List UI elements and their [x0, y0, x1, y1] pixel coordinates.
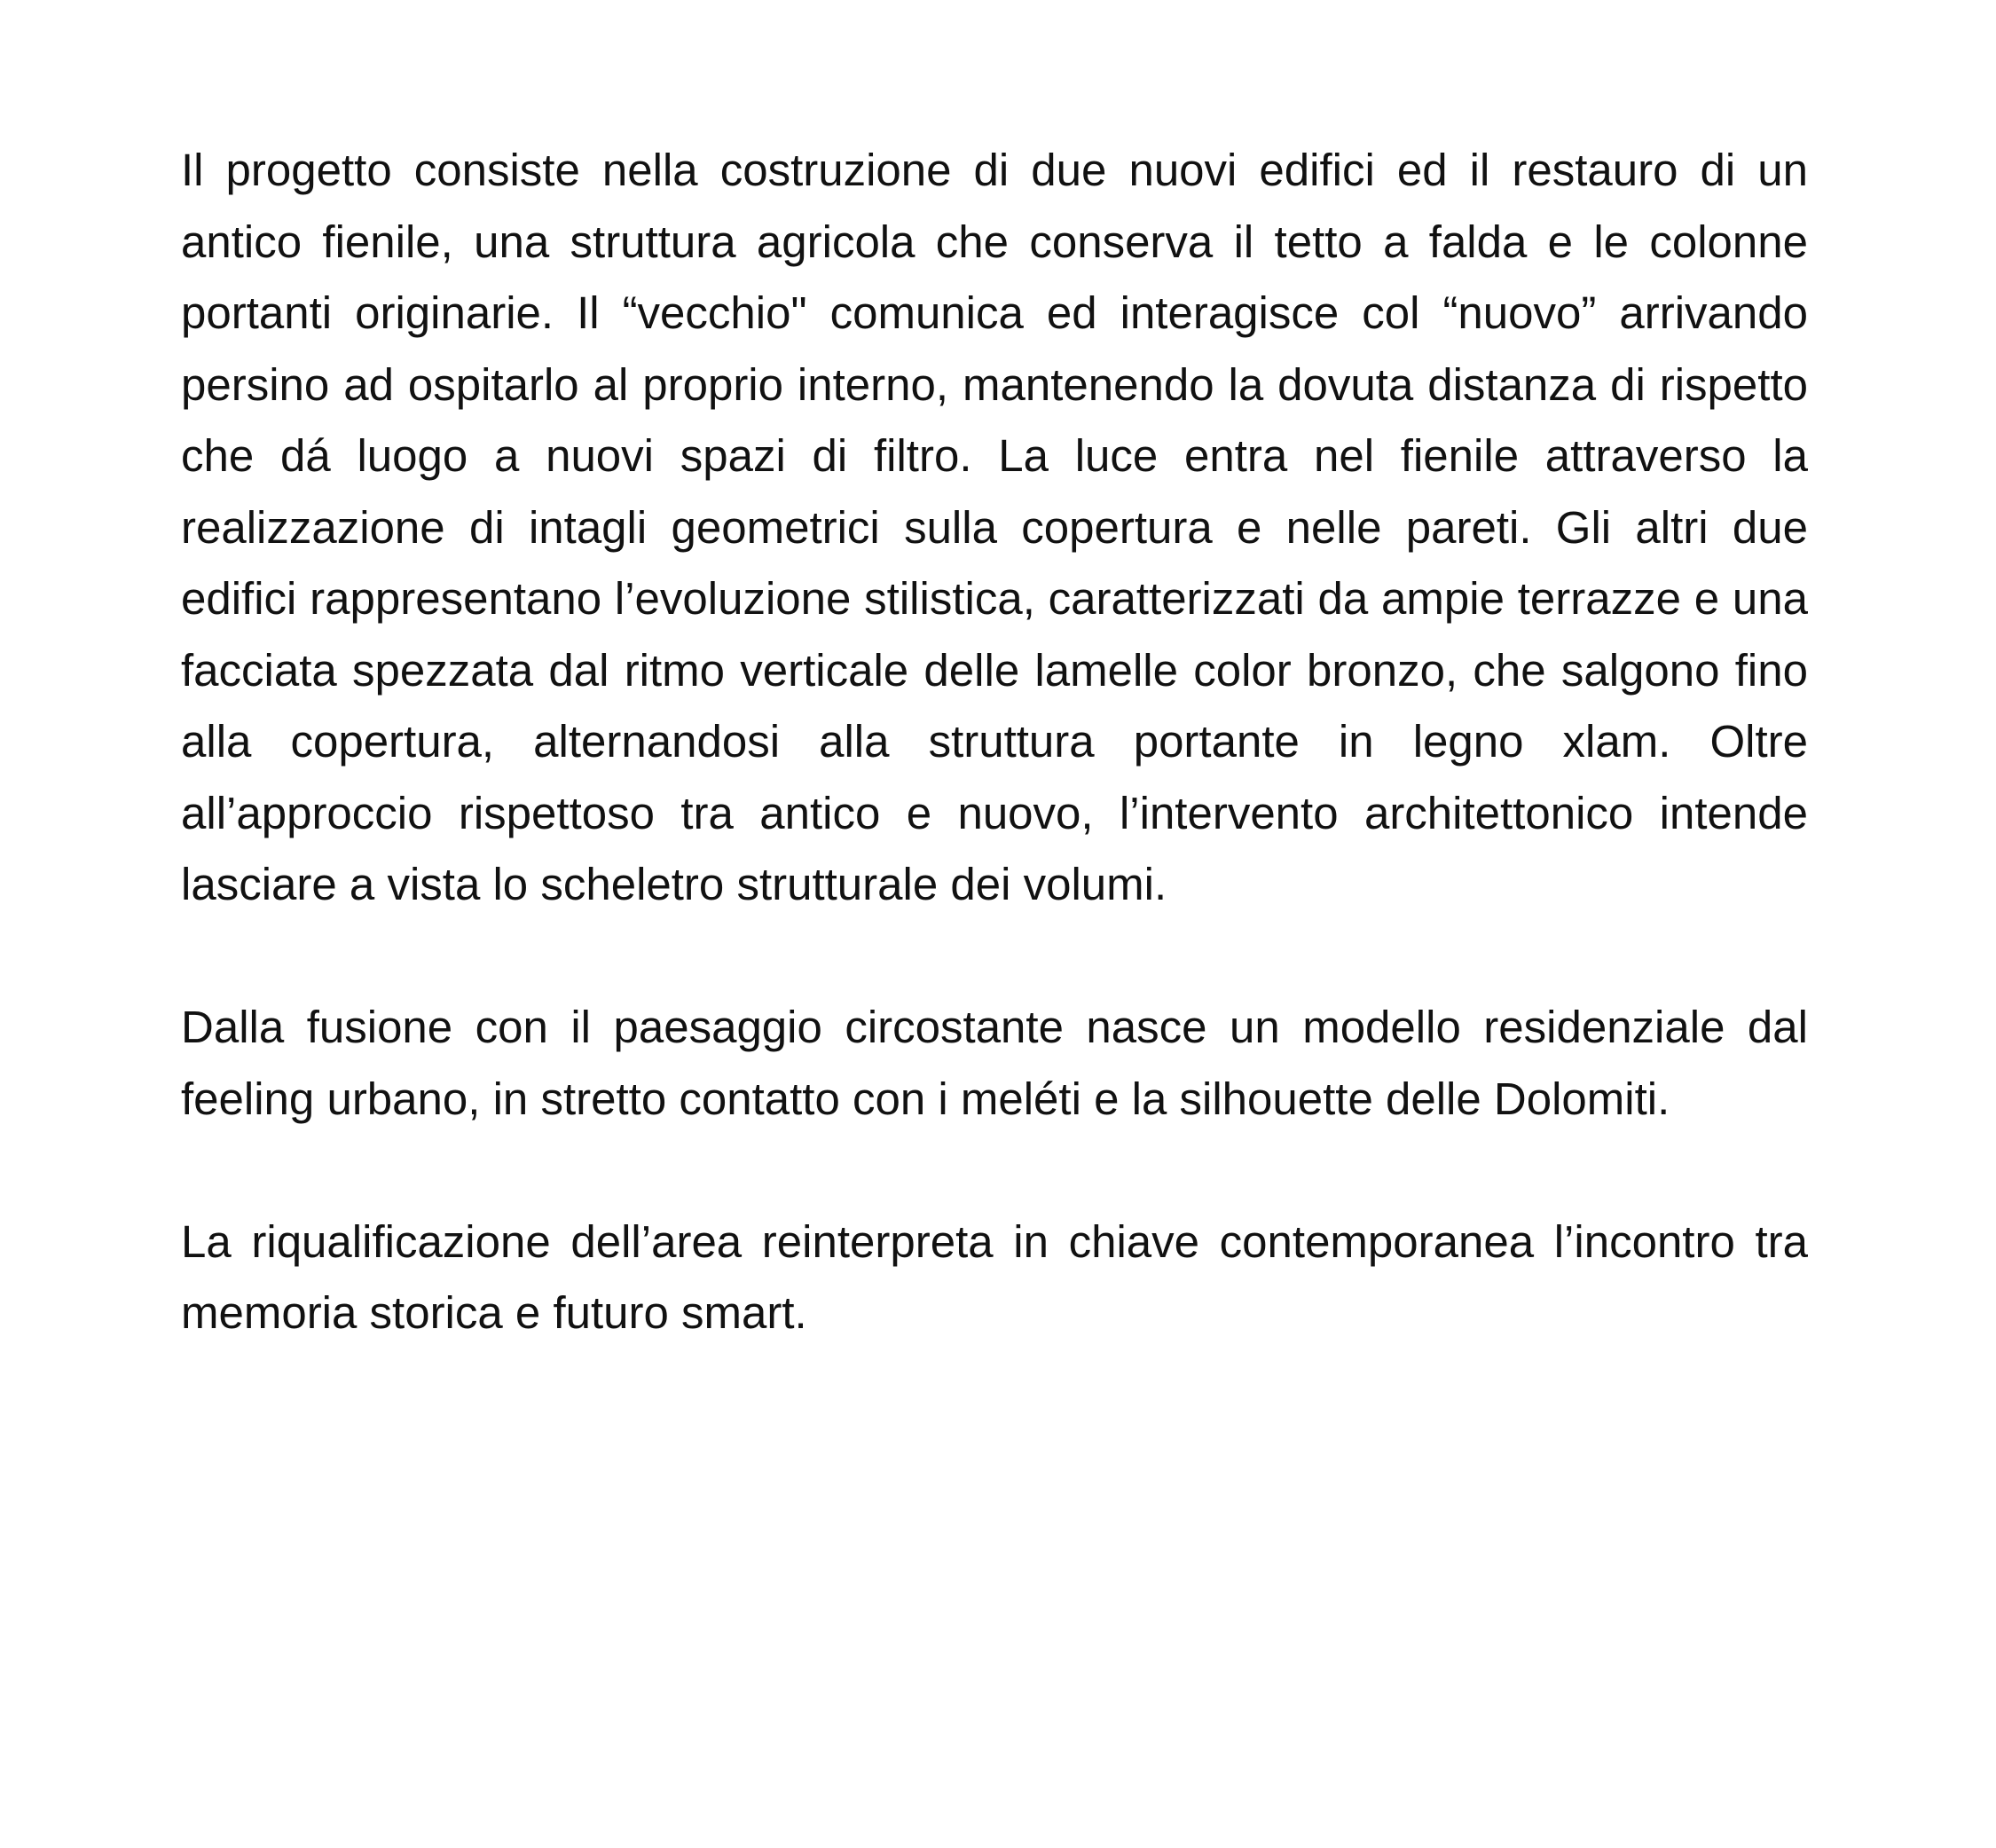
paragraph-landscape: Dalla fusione con il paesaggio circostante nasce un modello residenziale dal feeling urbano, in stretto contatto con i meléti e la silhouette delle Dolomiti.	[181, 1002, 1808, 1124]
paragraph-requalification: La riqualificazione dell’area reinterpreta in chiave contemporanea l’incontro tra memoria storica e futuro smart.	[181, 1215, 1808, 1338]
body-text	[181, 135, 1808, 1420]
paragraph-project-description: Il progetto consiste nella costruzione di due nuovi edifici ed il restauro di un antico fienile, una struttura agricola che conserva il tetto a falda e le colonne portanti originarie. Il “vecchio" comunica ed interagisce col “nuovo” arrivando persino ad ospitarlo al proprio interno, mantenendo la dovuta distanza di rispetto che dá luogo a nuovi spazi di filtro. La luce entra nel fienile attraverso la realizzazione di intagli geometrici sulla copertura e nelle pareti. Gli altri due edifici rappresentano l’evoluzione stilistica, caratterizzati da ampie terrazze e una facciata spezzata dal ritmo verticale delle lamelle color bronzo, che salgono fino alla copertura, alternandosi alla struttura portante in legno xlam. Oltre all’approccio rispettoso tra antico e nuovo, l’intervento architettonico intende lasciare a vista lo scheletro strutturale dei volumi.	[181, 145, 1808, 909]
